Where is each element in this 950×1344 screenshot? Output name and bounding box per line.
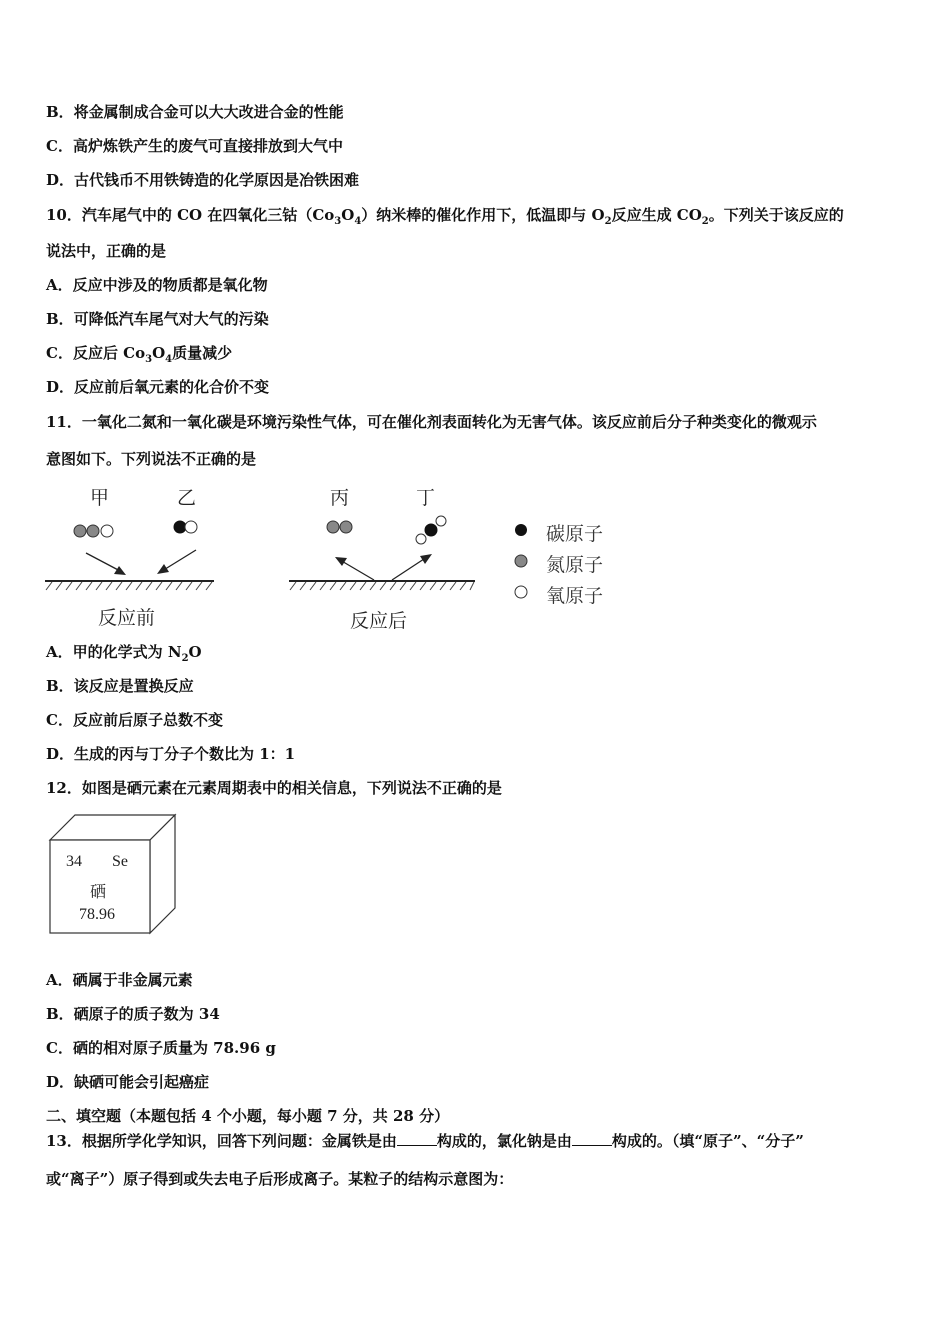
q9-option-b: B．将金属制成合金可以大大改进合金的性能 (46, 103, 344, 121)
element-name: 硒 (90, 884, 107, 901)
q10-option-d: D．反应前后氧元素的化合价不变 (46, 378, 270, 396)
q10-option-b: B．可降低汽车尾气对大气的污染 (46, 310, 269, 328)
caption-after: 反应后 (350, 610, 408, 632)
legend-nitrogen: 氮原子 (546, 554, 604, 576)
label-jia: 甲 (90, 487, 110, 509)
q12-option-a: A．硒属于非金属元素 (46, 971, 193, 989)
element-number: 34 (66, 853, 82, 870)
answer-blank-2[interactable] (572, 1131, 612, 1146)
q13-line1: 13．根据所学化学知识，回答下列问题：金属铁是由 构成的，氯化钠是由 构成的。（填“原子”、“分子” (46, 1132, 804, 1150)
q9-option-c: C．高炉炼铁产生的废气可直接排放到大气中 (46, 137, 343, 155)
label-bing: 丙 (330, 487, 350, 509)
q11-option-b: B．该反应是置换反应 (46, 677, 194, 695)
label-yi: 乙 (177, 487, 197, 509)
q11-option-d: D．生成的丙与丁分子个数比为 1：1 (46, 745, 296, 763)
q10-stem-line1: 10．汽车尾气中的 CO 在四氧化三钴$(Co_3O_4)$纳米棒的催化作用下，低温即与 $O_2$反应生成 $CO_2$。下列关于该反应的 (46, 206, 844, 227)
q10-stem-line2: 说法中，正确的是 (46, 242, 167, 260)
legend-oxygen: 氧原子 (546, 585, 604, 607)
legend-carbon: 碳原子 (546, 523, 604, 545)
q12-option-b: B．硒原子的质子数为 34 (46, 1005, 220, 1023)
q9-option-d: D．古代钱币不用铁铸造的化学原因是冶铁困难 (46, 171, 360, 189)
q11-option-a: A．甲的化学式为 $N_2O$ (46, 643, 202, 664)
q11-stem-line2: 意图如下。下列说法不正确的是 (46, 450, 257, 468)
q10-option-c: C．反应后 $Co_3O_4$质量减少 (46, 344, 233, 365)
q12-option-d: D．缺硒可能会引起癌症 (46, 1073, 210, 1091)
element-mass: 78.96 (79, 906, 115, 923)
element-symbol: Se (112, 853, 128, 870)
label-ding: 丁 (416, 487, 436, 509)
answer-blank-1[interactable] (397, 1131, 437, 1146)
q10-option-a: A．反应中涉及的物质都是氧化物 (46, 276, 268, 294)
q12-option-c: C．硒的相对原子质量为 78.96 g (46, 1039, 276, 1057)
caption-before: 反应前 (98, 607, 156, 629)
q13-line2: 或“离子”）原子得到或失去电子后形成离子。某粒子的结构示意图为： (46, 1170, 514, 1188)
q11-stem-line1: 11．一氧化二氮和一氧化碳是环境污染性气体，可在催化剂表面转化为无害气体。该反应前后分子种类变化的微观示 (46, 413, 817, 431)
q11-option-c: C．反应前后原子总数不变 (46, 711, 223, 729)
section-heading: 二、填空题（本题包括 4 个小题，每小题 7 分，共 28 分） (46, 1107, 450, 1125)
q12-stem: 12．如图是硒元素在元素周期表中的相关信息，下列说法不正确的是 (46, 779, 502, 797)
